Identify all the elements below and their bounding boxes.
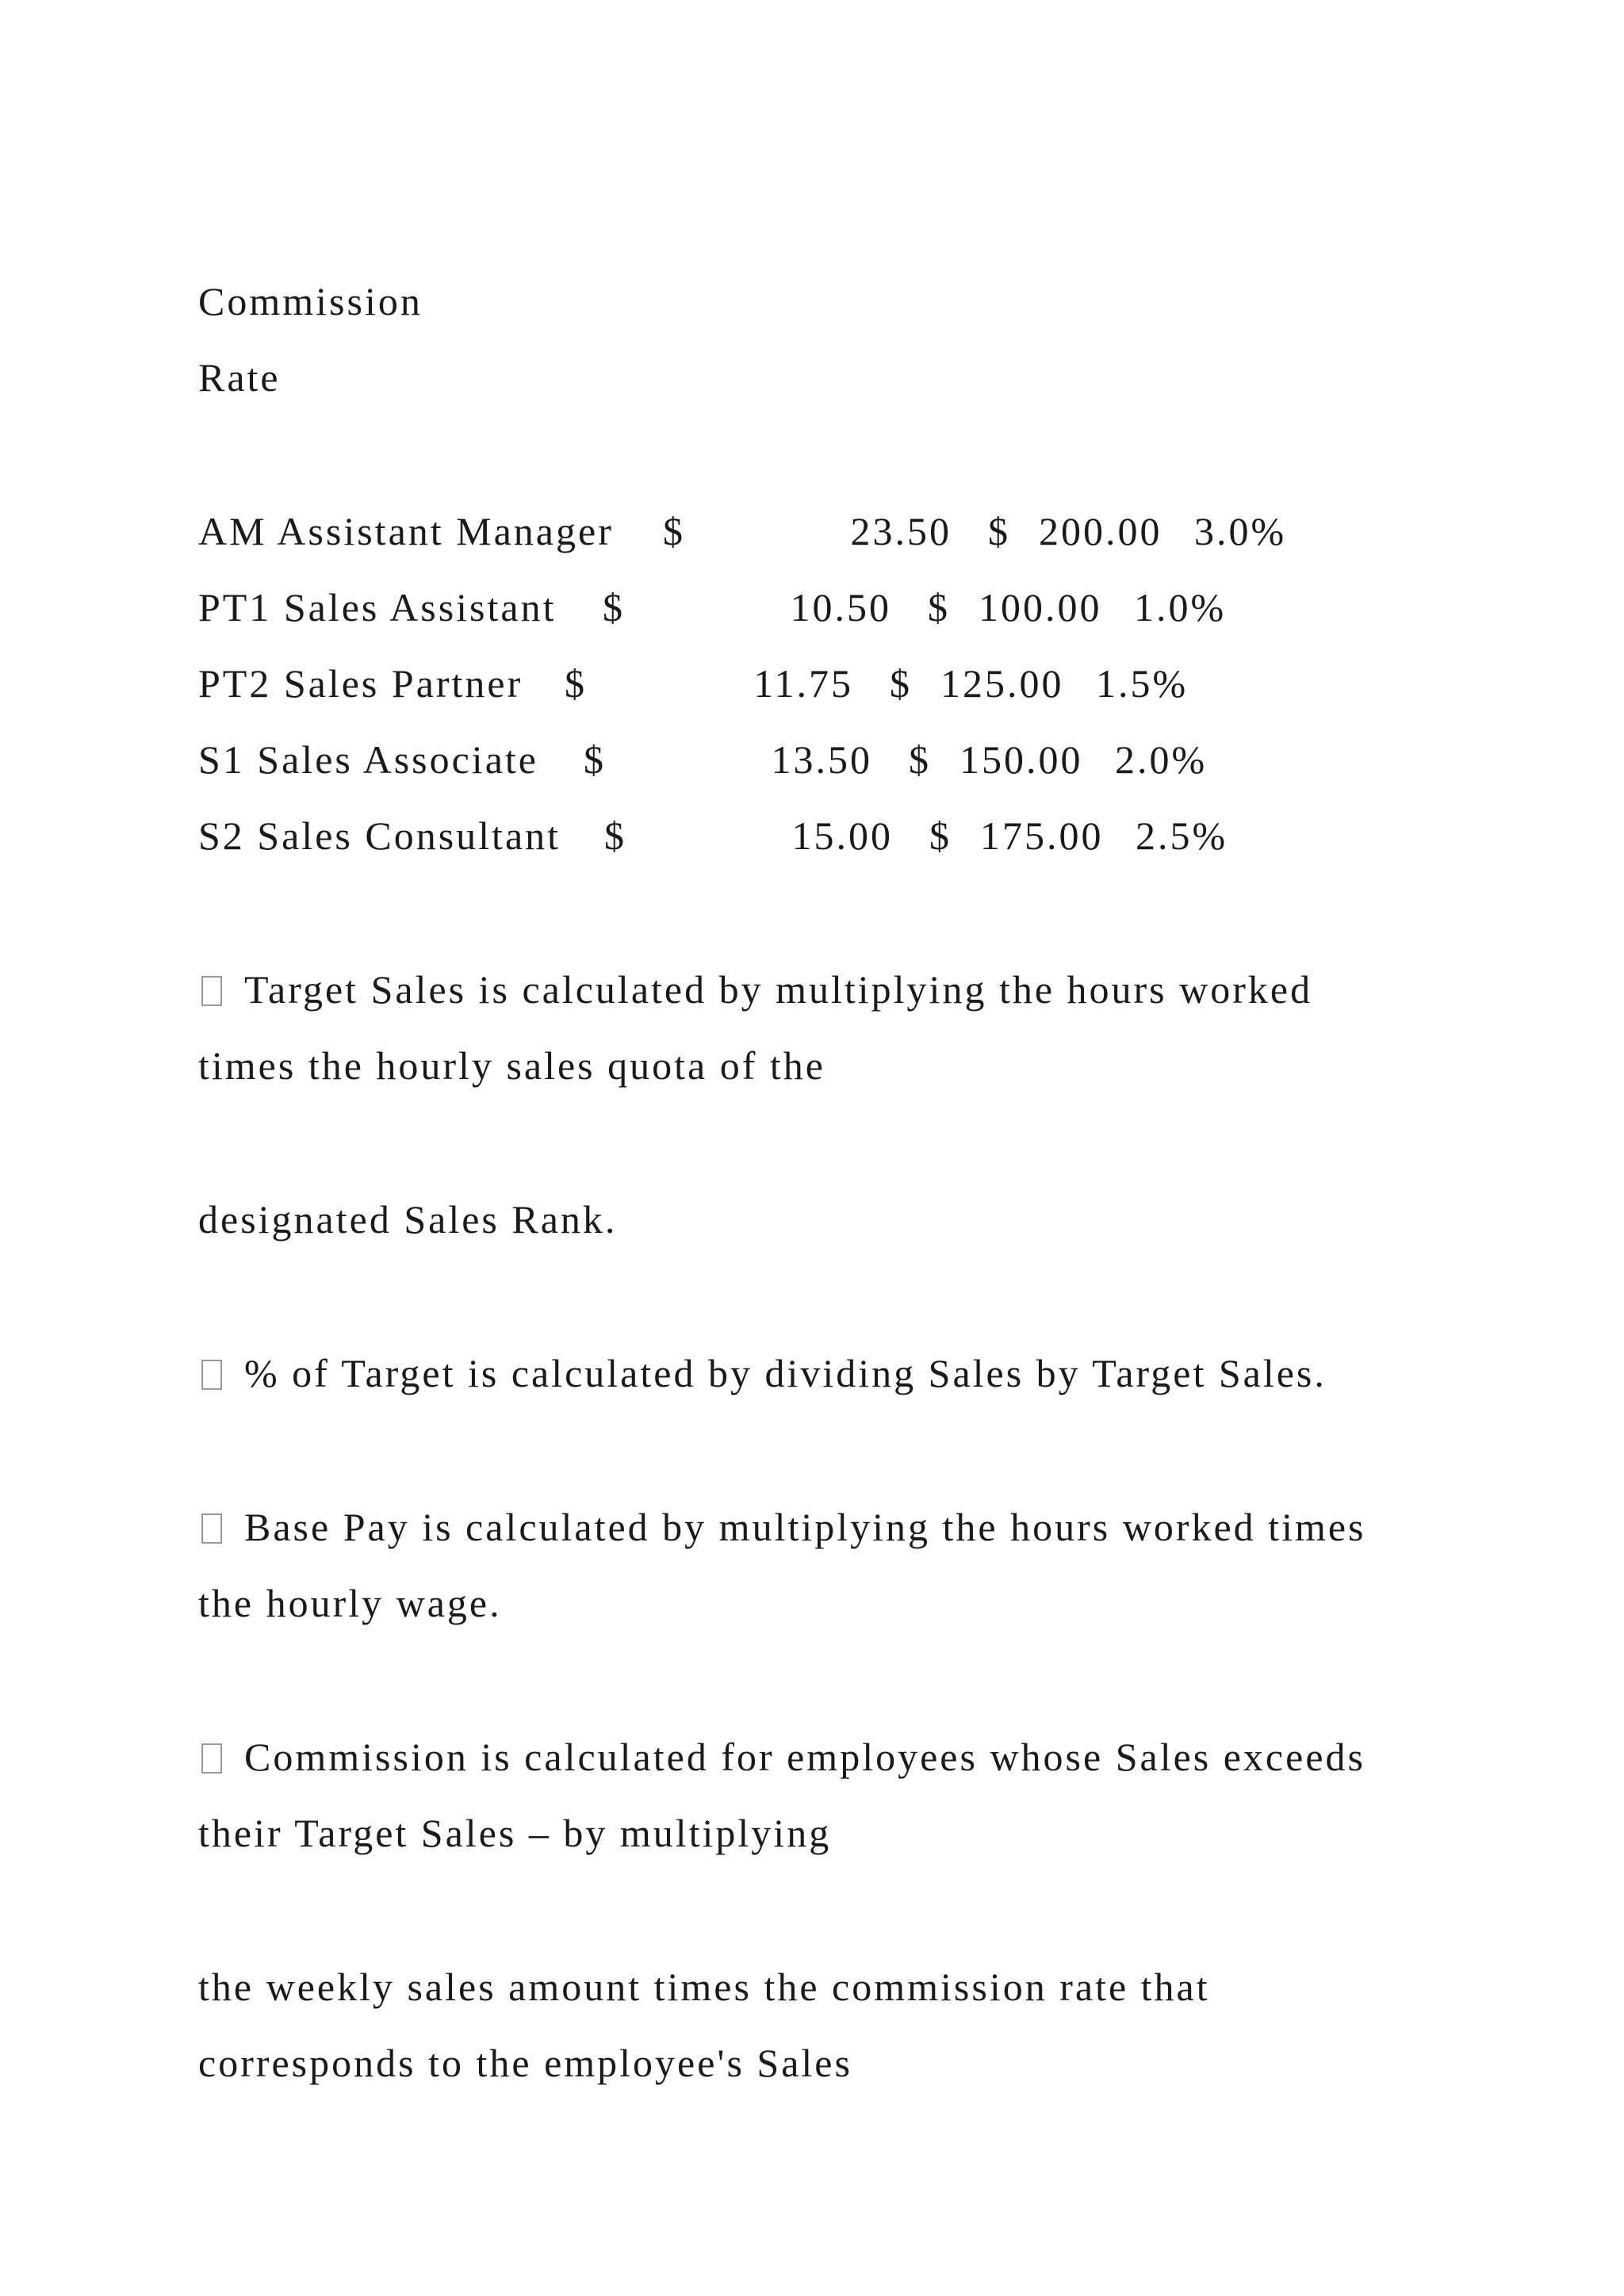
bullet-box-icon (201, 1743, 222, 1774)
table-row (198, 507, 1388, 555)
commission-rate: 1.0% (1134, 585, 1227, 629)
heading-line-2: Rate (198, 355, 281, 400)
note-commission-line-3: the weekly sales amount times the commission rate that (198, 1965, 1210, 2009)
commission-rate: 2.0% (1115, 737, 1208, 782)
currency-symbol: $ (663, 509, 685, 553)
note-percent-target-line-1: % of Target is calculated by dividing Sales by Target Sales. (198, 1349, 1327, 1397)
rank-name: PT2 Sales Partner (198, 661, 523, 706)
commission-rate: 3.0% (1194, 509, 1287, 553)
currency-symbol: $ (929, 813, 952, 858)
commission-rate: 2.5% (1136, 813, 1228, 858)
note-base-pay-line-1: Base Pay is calculated by multiplying the hours worked times (198, 1503, 1366, 1551)
hourly-quota: 200.00 (1039, 509, 1162, 553)
hourly-quota: 150.00 (959, 737, 1083, 782)
note-target-sales-line-2: times the hourly sales quota of the (198, 1043, 825, 1088)
heading-line-1: Commission (198, 279, 423, 323)
note-commission-line-2: their Target Sales – by multiplying (198, 1811, 832, 1855)
hourly-quota: 175.00 (980, 813, 1104, 858)
currency-symbol: $ (909, 737, 931, 782)
currency-symbol: $ (565, 661, 587, 706)
currency-symbol: $ (603, 585, 625, 629)
rank-name: AM Assistant Manager (198, 509, 614, 553)
rank-name: S1 Sales Associate (198, 737, 538, 782)
note-base-pay-line-2: the hourly wage. (198, 1581, 502, 1625)
note-commission-line-4: corresponds to the employee's Sales (198, 2041, 852, 2085)
hourly-wage: 23.50 (850, 509, 952, 553)
currency-symbol: $ (890, 661, 912, 706)
hourly-wage: 15.00 (791, 813, 893, 858)
rank-name: S2 Sales Consultant (198, 813, 561, 858)
hourly-quota: 100.00 (979, 585, 1102, 629)
table-row (198, 812, 1388, 859)
bullet-box-icon (201, 1513, 222, 1544)
note-commission-line-1: Commission is calculated for employees whose Sales exceeds (198, 1733, 1365, 1781)
currency-symbol: $ (604, 813, 626, 858)
note-target-sales-line-1: Target Sales is calculated by multiplying the hours worked (198, 966, 1312, 1013)
currency-symbol: $ (928, 585, 950, 629)
hourly-wage: 10.50 (790, 585, 891, 629)
bullet-box-icon (201, 976, 222, 1006)
note-target-sales-line-3: designated Sales Rank. (198, 1197, 618, 1242)
table-row (198, 660, 1388, 707)
hourly-quota: 125.00 (940, 661, 1064, 706)
table-row (198, 736, 1388, 783)
table-row (198, 584, 1388, 631)
rank-name: PT1 Sales Assistant (198, 585, 557, 629)
hourly-wage: 11.75 (753, 661, 853, 706)
currency-symbol: $ (988, 509, 1010, 553)
currency-symbol: $ (584, 737, 606, 782)
bullet-box-icon (201, 1360, 222, 1390)
hourly-wage: 13.50 (771, 737, 872, 782)
commission-rate: 1.5% (1096, 661, 1189, 706)
